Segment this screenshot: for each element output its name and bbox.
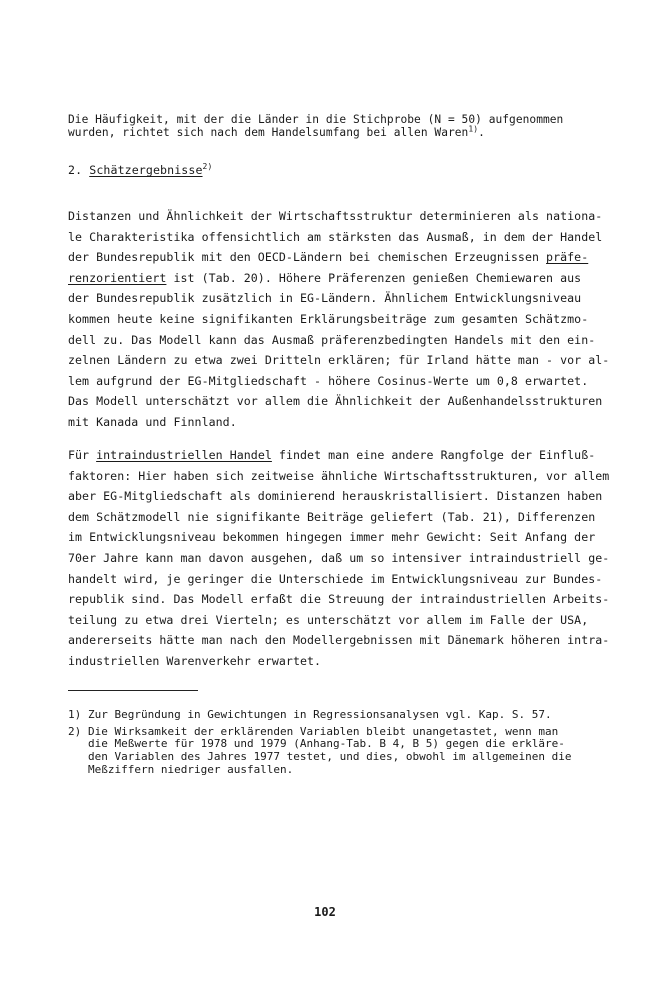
paragraph-line (68, 445, 596, 466)
paragraph-line: teilung zu etwa drei Vierteln; es unterschätzt vor allem im Falle der USA, (68, 612, 589, 627)
footnote-body (88, 709, 588, 722)
emphasis-intraindustrial: intraindustriellen Handel (96, 448, 272, 462)
intro-line-2-end: . (478, 125, 485, 139)
paragraph-line (68, 268, 588, 289)
intro-line-1: Die Häufigkeit, mit der die Länder in die Stichprobe (N = 50) aufgenommen (68, 113, 564, 126)
footnote-1 (68, 709, 588, 722)
paragraph-line: kommen heute keine signifikanten Erklärungsbeiträge zum gesamten Schätzmo- (68, 311, 589, 326)
paragraph-line: lem aufgrund der EG-Mitgliedschaft - höhere Cosinus-Werte um 0,8 erwartet. (68, 373, 589, 388)
section-number: 2. (68, 163, 90, 177)
footnotes (68, 709, 588, 781)
paragraph-line: 70er Jahre kann man davon ausgehen, daß um so intensiver intraindustriell ge- (68, 550, 610, 565)
footnote-line: Meßziffern niedriger ausfallen. (88, 762, 294, 776)
paragraph-line: Distanzen und Ähnlichkeit der Wirtschaftsstruktur determinieren als nationa- (68, 209, 603, 223)
page-number: 102 (314, 905, 336, 919)
paragraph-line: zelnen Ländern zu etwa zwei Dritteln erklären; für Irland hätte man - vor al- (68, 353, 610, 368)
paragraph-line: im Entwicklungsniveau bekommen hingegen immer mehr Gewicht: Seit Anfang der (68, 530, 596, 545)
paragraph-line: dell zu. Das Modell kann das Ausmaß präferenzbedingten Handels mit den ein- (68, 332, 596, 347)
paragraph-line: dem Schätzmodell nie signifikante Beiträge geliefert (Tab. 21), Differenzen (68, 509, 596, 524)
paragraph-line: le Charakteristika offensichtlich am stärksten das Ausmaß, in dem der Handel (68, 229, 603, 244)
paragraph-line: faktoren: Hier haben sich zeitweise ähnliche Wirtschaftsstrukturen, vor allem (68, 468, 610, 483)
paragraph-line: der Bundesrepublik zusätzlich in EG-Ländern. Ähnlichem Entwicklungsniveau (68, 291, 582, 306)
section-title: Schätzergebnisse (89, 163, 203, 177)
paragraph-line-text: der Bundesrepublik mit den OECD-Ländern bei chemischen Erzeugnissen (68, 250, 547, 265)
paragraph-line: handelt wird, je geringer die Unterschiede im Entwicklungsniveau zur Bundes- (68, 571, 603, 586)
paragraph-line-text: Für (68, 448, 97, 462)
paragraph-line-text: findet man eine andere Rangfolge der Einfluß- (271, 448, 596, 462)
paragraph-line-text: ist (Tab. 20). Höhere Präferenzen genießen Chemiewaren aus (166, 270, 582, 285)
paragraph-line: mit Kanada und Finnland. (68, 414, 237, 429)
emphasis-praeferenz: präfe- (546, 250, 589, 265)
paragraph-intraindustrial (68, 445, 610, 672)
intro-line-2-text: wurden, richtet sich nach dem Handelsumfang bei allen Waren (68, 125, 469, 139)
paragraph-line: andererseits hätte man nach den Modellergebnissen mit Dänemark höheren intra- (68, 633, 610, 648)
footnote-2 (68, 726, 588, 777)
footnote-ref-2: 2) (202, 162, 213, 172)
footnote-line: den Variablen des Jahres 1977 testet, und dies, obwohl im allgemeinen die (88, 750, 572, 764)
paragraph-line (68, 247, 588, 268)
footnote-line: Zur Begründung in Gewichtungen in Regressionsanalysen vgl. Kap. S. 57. (88, 708, 552, 721)
intro-line-2 (68, 123, 588, 140)
section-heading (68, 163, 588, 177)
footnote-divider (68, 690, 198, 691)
footnote-mark: 1) (68, 708, 82, 721)
intro-text (68, 114, 588, 139)
footnote-line: Die Wirksamkeit der erklärenden Variablen bleibt unangetastet, wenn man (88, 724, 559, 738)
footnote-body (88, 726, 588, 777)
paragraph-line: republik sind. Das Modell erfaßt die Streuung der intraindustriellen Arbeits- (68, 592, 610, 607)
footnote-ref-1: 1) (468, 123, 479, 133)
paragraph-line: industriellen Warenverkehr erwartet. (68, 653, 322, 668)
footnote-line: die Meßwerte für 1978 und 1979 (Anhang-Tab. B 4, B 5) gegen die erkläre- (88, 737, 565, 751)
footnote-mark: 2) (68, 724, 82, 738)
paragraph-chemicals (68, 206, 610, 433)
emphasis-praeferenz-cont: renzorientiert (68, 270, 167, 285)
paragraph-line: aber EG-Mitgliedschaft als dominierend herauskristallisiert. Distanzen haben (68, 489, 603, 504)
paragraph-line: Das Modell unterschätzt vor allem die Ähnlichkeit der Außenhandelsstrukturen (68, 394, 603, 409)
